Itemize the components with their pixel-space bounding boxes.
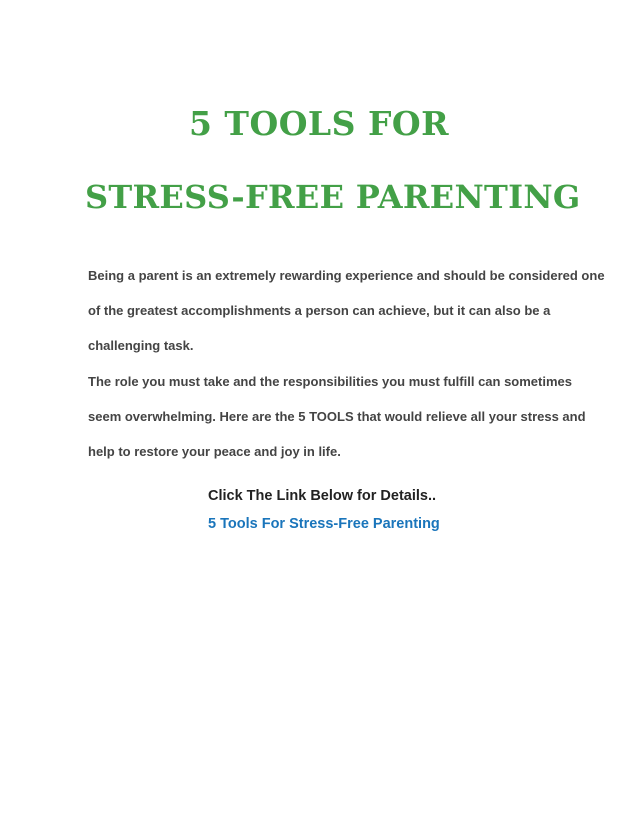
cta-heading: Click The Link Below for Details.. <box>208 488 437 504</box>
intro-paragraph: Being a parent is an extremely rewarding experience and should be considered one of the greatest accomplishments a person can achieve, but it can also be a challenging task. <box>88 268 605 353</box>
details-link[interactable]: 5 Tools For Stress-Free Parenting <box>208 516 440 532</box>
title-line-2: STRESS-FREE PARENTING <box>85 178 581 216</box>
tools-paragraph: The role you must take and the responsibilities you must fulfill can sometimes seem overwhelming. Here are the 5 TOOLS that would relieve all your stress and help to restore your peace and joy in life. <box>88 374 586 459</box>
title-line-1: 5 TOOLS FOR <box>188 104 450 143</box>
